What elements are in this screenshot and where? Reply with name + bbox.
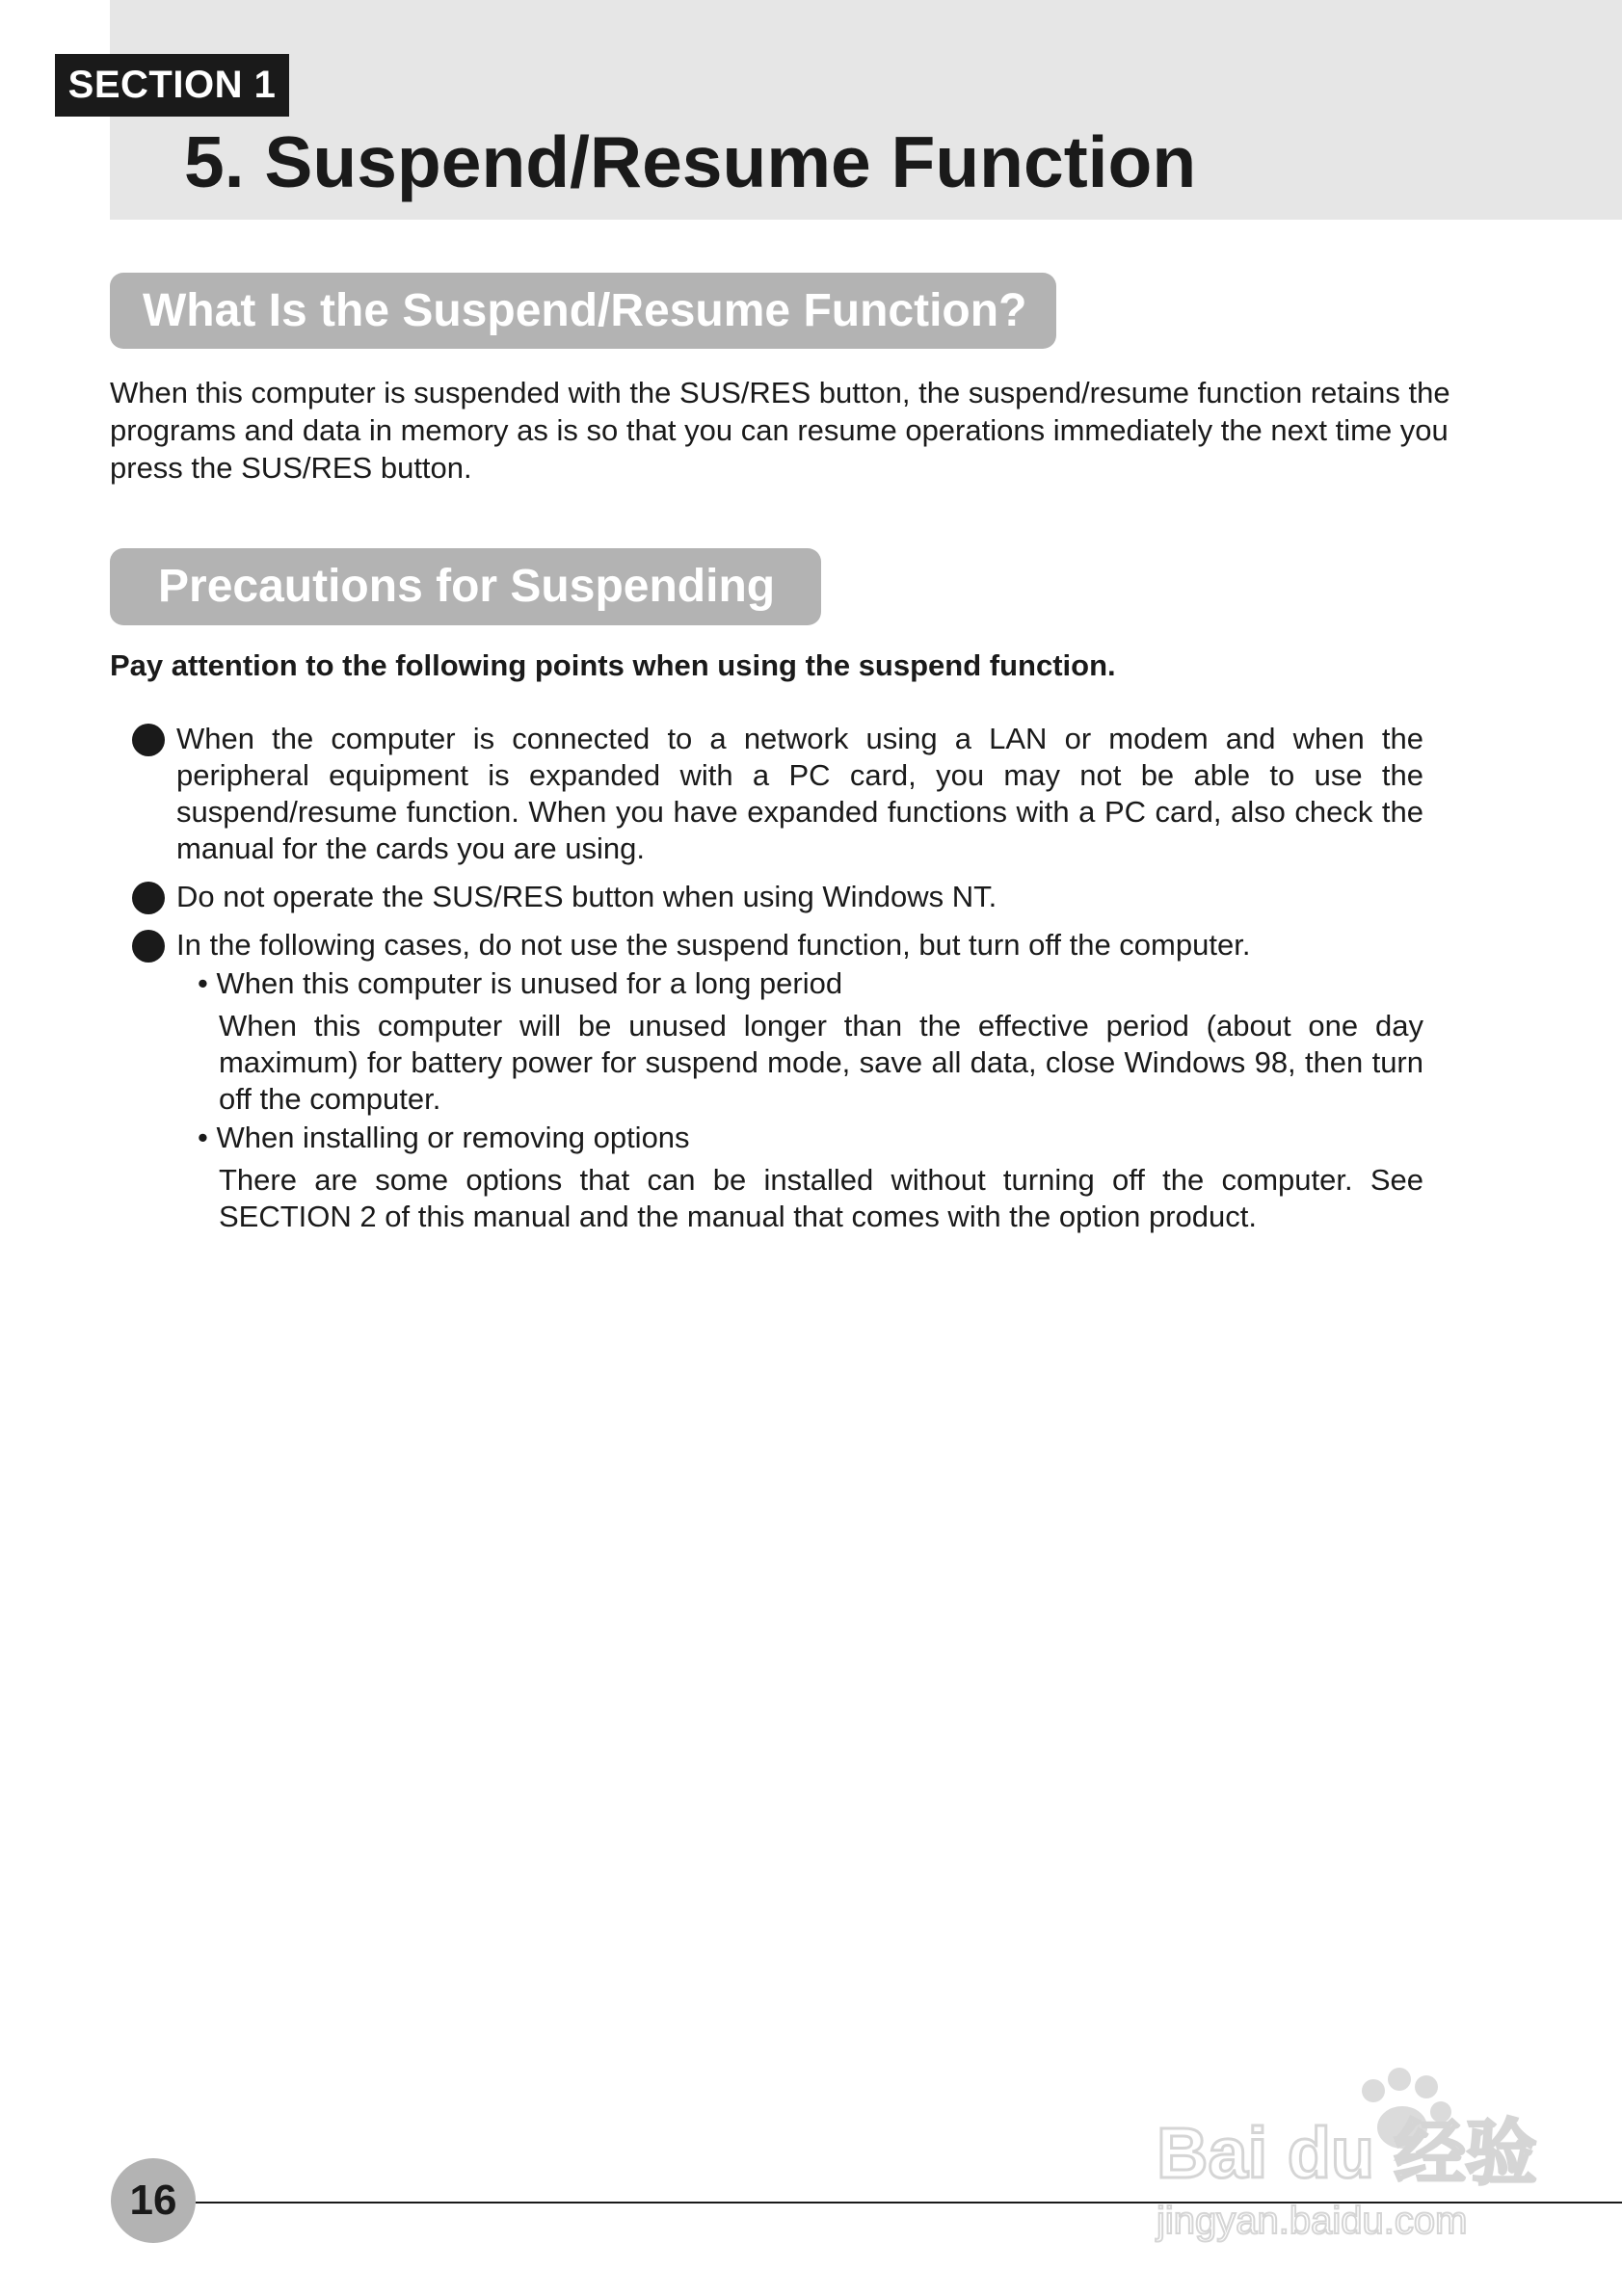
list-item (132, 879, 1423, 915)
list-item-text: In the following cases, do not use the suspend function, but turn off the computer. (176, 928, 1251, 962)
section-tag: SECTION 1 (55, 54, 289, 117)
sub-item-body: When this computer will be unused longer than the effective period (about one day maximum) for battery power for suspend mode, save all data, close Windows 98, then turn off the computer. (219, 1009, 1423, 1116)
list-item-text: When the computer is connected to a network using a LAN or modem and when the peripheral equipment is expanded with a PC card, you may not be able to use the suspend/resume function. When you have expanded functions with a PC card, also check the manual for the cards you are using. (176, 722, 1423, 865)
watermark-brand: Bai du 经验 (1157, 2113, 1537, 2193)
precautions-lead: Pay attention to the following points when using the suspend function. (110, 648, 1116, 682)
bullet-dot-icon (132, 724, 165, 756)
sub-list-item (198, 1120, 1423, 1235)
bullet-dot-icon (132, 930, 165, 963)
watermark-url: jingyan.baidu.com (1157, 2200, 1468, 2242)
sub-list-item (198, 965, 1423, 1118)
what-is-heading: What Is the Suspend/Resume Function? (110, 273, 1056, 349)
sub-item-title: • When this computer is unused for a long period (198, 966, 843, 1000)
chapter-title: 5. Suspend/Resume Function (184, 121, 1197, 202)
what-is-body: When this computer is suspended with the SUS/RES button, the suspend/resume function retains the programs and data in memory as is so that you can resume operations immediately the next time you press the SUS/RES button. (110, 376, 1450, 485)
sub-item-body: There are some options that can be installed without turning off the computer. See SECTION 2 of this manual and the manual that comes with the option product. (219, 1163, 1423, 1233)
list-item (132, 927, 1423, 1235)
precautions-list (132, 721, 1423, 1247)
precautions-heading: Precautions for Suspending (110, 548, 821, 625)
sub-list (176, 965, 1423, 1235)
page-number-badge: 16 (111, 2158, 196, 2243)
baidu-jingyan-watermark-logo (1147, 2052, 1552, 2245)
list-item-text: Do not operate the SUS/RES button when using Windows NT. (176, 880, 997, 913)
bullet-dot-icon (132, 882, 165, 914)
list-item (132, 721, 1423, 867)
sub-item-title: • When installing or removing options (198, 1121, 690, 1154)
